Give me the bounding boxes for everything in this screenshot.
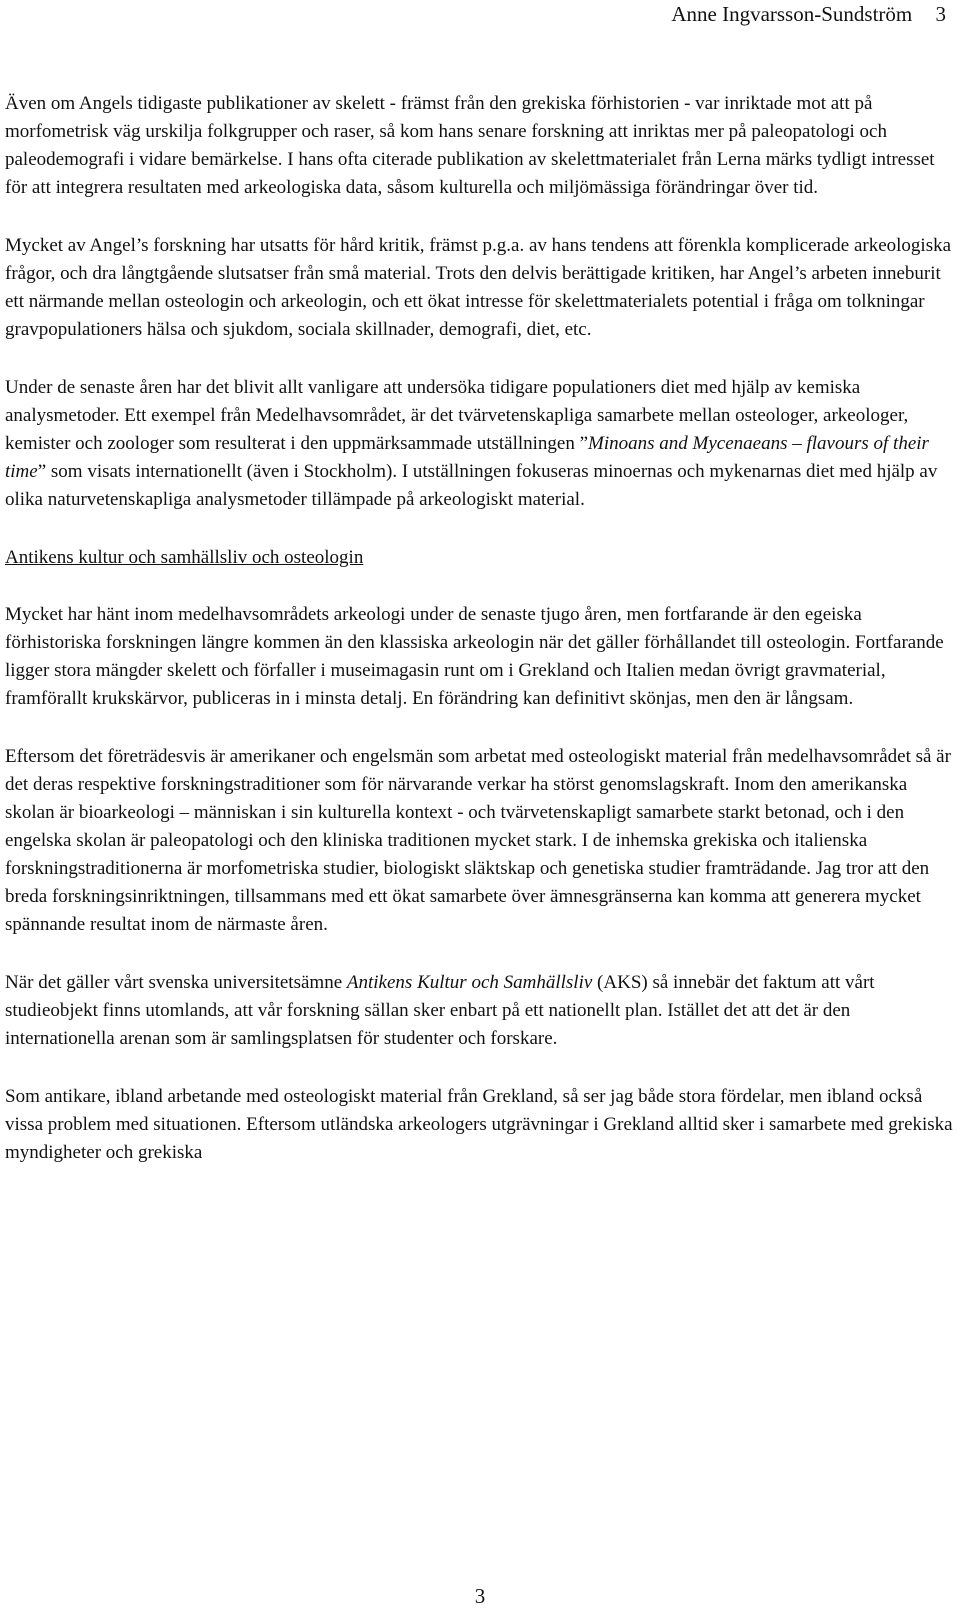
body-paragraph — [5, 90, 953, 202]
header-page-number: 3 — [935, 2, 946, 26]
body-paragraph — [5, 232, 953, 344]
body-paragraph — [5, 969, 953, 1053]
text-run: Mycket av Angel’s forskning har utsatts för hård kritik, främst p.g.a. av hans tendens att förenkla komplicerade arkeologiska frågor, och dra långtgående slutsatser från små material. Trots den delvis berättigade kritiken, har Angel’s arbeten inneburit ett närmande mellan osteologin och arkeologin, och ett ökat intresse för skelettmaterialets potential i fråga om tolkningar gravpopulationers hälsa och sjukdom, sociala skillnader, demografi, diet, etc. — [5, 235, 952, 340]
document-body — [5, 90, 953, 1197]
body-paragraph — [5, 374, 953, 514]
text-run: Som antikare, ibland arbetande med osteologiskt material från Grekland, så ser jag både stora fördelar, men ibland också vissa problem med situationen. Eftersom utländska arkeologers utgrävningar i Grekland alltid sker i samarbete med grekiska myndigheter och grekiska — [5, 1086, 953, 1163]
page-footer — [0, 1582, 960, 1610]
header-author: Anne Ingvarsson-Sundström — [671, 2, 913, 26]
text-run: ” som visats internationellt (även i Stockholm). I utställningen fokuseras minoernas och mykenarnas diet med hjälp av olika naturvetenskapliga analysmetoder tillämpade på arkeologiskt material. — [5, 461, 938, 510]
italic-title: Minoans and Mycenaeans – flavours of their time — [5, 433, 929, 482]
page-header — [671, 0, 946, 28]
text-run: (AKS) så innebär det faktum att vårt studieobjekt finns utomlands, att vår forskning sällan sker enbart på ett nationellt plan. Istället det att det är den internationella arenan som är samlingsplatsen för studenter och forskare. — [5, 972, 875, 1049]
italic-title: Antikens Kultur och Samhällsliv — [346, 972, 593, 993]
body-paragraph — [5, 601, 953, 713]
text-run: Antikens kultur och samhällsliv och osteologin — [5, 547, 364, 568]
text-run: Mycket har hänt inom medelhavsområdets arkeologi under de senaste tjugo åren, men fortfarande är den egeiska förhistoriska forskningen längre kommen än den klassiska arkeologin när det gäller förhållandet till osteologin. Fortfarande ligger stora mängder skelett och förfaller i museimagasin runt om i Grekland och Italien medan övrigt gravmaterial, framförallt krukskärvor, publiceras in i minsta detalj. En förändring kan definitivt skönjas, men den är långsam. — [5, 604, 944, 709]
section-heading — [5, 544, 953, 572]
body-paragraph — [5, 743, 953, 939]
text-run: Eftersom det företrädesvis är amerikaner och engelsmän som arbetat med osteologiskt material från medelhavsområdet så är det deras respektive forskningstraditioner som för närvarande verkar ha störst genomslagskraft. Inom den amerikanska skolan är bioarkeologi – människan i sin kulturella kontext - och tvärvetenskapligt samarbete starkt betonad, och i den engelska skolan är paleopatologi och den kliniska traditionen mycket stark. I de inhemska grekiska och italienska forskningstraditionerna är morfometriska studier, biologiskt släktskap och genetiska studier framträdande. Jag tror att den breda forskningsinriktningen, tillsammans med ett ökat samarbete över ämnesgränserna kan komma att generera mycket spännande resultat inom de närmaste åren. — [5, 746, 951, 935]
footer-page-number: 3 — [474, 1584, 486, 1608]
text-run: När det gäller vårt svenska universitetsämne — [5, 972, 347, 993]
text-run: Även om Angels tidigaste publikationer av skelett - främst från den grekiska förhistorien - var inriktade mot att på morfometrisk väg urskilja folkgrupper och raser, så kom hans senare forskning att inriktas mer på paleopatologi och paleodemografi i vidare bemärkelse. I hans ofta citerade publikation av skelettmaterialet från Lerna märks tydligt intresset för att integrera resultaten med arkeologiska data, såsom kulturella och miljömässiga förändringar över tid. — [5, 93, 935, 198]
text-run: Under de senaste åren har det blivit allt vanligare att undersöka tidigare populationers diet med hjälp av kemiska analysmetoder. Ett exempel från Medelhavsområdet, är det tvärvetenskapliga samarbete mellan osteologer, arkeologer, kemister och zoologer som resulterat i den uppmärksammade utställningen ” — [5, 377, 909, 454]
body-paragraph — [5, 1083, 953, 1167]
